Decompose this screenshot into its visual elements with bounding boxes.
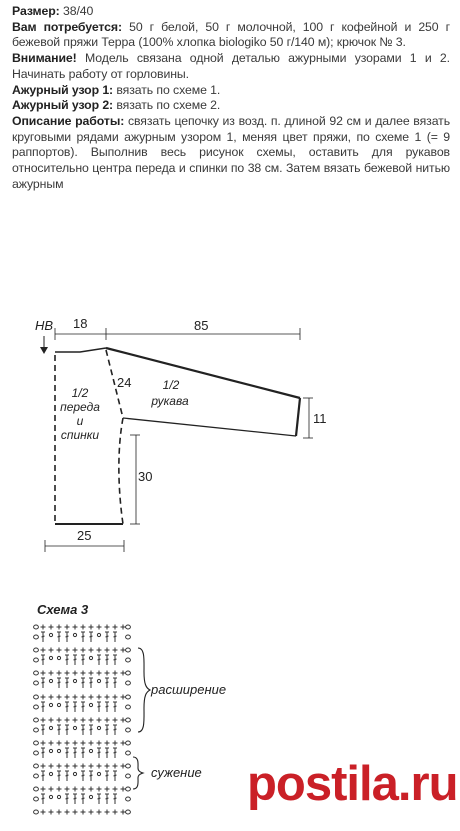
double-crochet-mark [66, 682, 69, 683]
double-crochet-mark [82, 682, 85, 683]
double-crochet-mark [106, 752, 109, 753]
size-value: 38/40 [63, 4, 94, 18]
chain-oval [126, 774, 131, 778]
cuff-dim-label: 11 [313, 411, 327, 426]
chain-dot [49, 703, 52, 706]
chain-oval [34, 681, 39, 685]
double-crochet-mark [74, 798, 77, 799]
chain-dot [89, 795, 92, 798]
chain-oval [34, 774, 39, 778]
chain-dot [73, 633, 76, 636]
body-label-4: спинки [60, 428, 100, 442]
double-crochet-mark [66, 798, 69, 799]
double-crochet-mark [90, 636, 93, 637]
chain-oval [34, 635, 39, 639]
materials-value: 50 г белой, 50 г молочной, 100 г кофейной и 250 г бежевой пряжи Терра (100% хлопка biologiko 50 г/140 м); крючок № 3. [12, 19, 450, 50]
chain-oval [126, 728, 131, 732]
description-label: Описание работы: [12, 113, 125, 128]
materials-label: Вам потребуется: [12, 19, 122, 34]
pattern2-label: Ажурный узор 2: [12, 98, 114, 113]
chain-dot [97, 679, 100, 682]
pattern2-value: вязать по схеме 2. [116, 98, 221, 113]
double-crochet-mark [114, 636, 117, 637]
chain-oval [34, 810, 39, 814]
chain-dot [57, 795, 60, 798]
double-crochet-mark [66, 752, 69, 753]
double-crochet-mark [106, 636, 109, 637]
chain-oval [34, 671, 39, 675]
sleeve-label-2: рукава [151, 394, 189, 408]
double-crochet-mark [114, 798, 117, 799]
body-label-2: переда [60, 400, 100, 414]
double-crochet-mark [58, 729, 61, 730]
double-crochet-mark [98, 706, 101, 707]
chain-dot [97, 633, 100, 636]
neck-dim-label: 18 [73, 316, 88, 331]
double-crochet-mark [66, 775, 69, 776]
double-crochet-mark [98, 798, 101, 799]
double-crochet-mark [114, 729, 117, 730]
nv-arrowhead [40, 347, 48, 354]
decrease-brace [133, 757, 143, 789]
side-dashed-curve [119, 418, 123, 524]
chain-dot [89, 703, 92, 706]
underarm-line [123, 418, 296, 436]
chain-dot [49, 656, 52, 659]
chain-oval [126, 625, 131, 629]
double-crochet-mark [98, 752, 101, 753]
chain-oval [126, 658, 131, 662]
chain-oval [126, 695, 131, 699]
double-crochet-mark [58, 636, 61, 637]
chain-oval [126, 705, 131, 709]
double-crochet-mark [106, 729, 109, 730]
watermark-dot: . [397, 757, 411, 811]
chain-oval [34, 751, 39, 755]
double-crochet-mark [74, 706, 77, 707]
double-crochet-mark [114, 775, 117, 776]
chain-dot [57, 749, 60, 752]
shoulder-line [106, 348, 300, 398]
watermark-text-a: postila [247, 757, 398, 811]
chain-dot [73, 679, 76, 682]
double-crochet-mark [114, 682, 117, 683]
double-crochet-mark [82, 798, 85, 799]
chain-oval [34, 625, 39, 629]
double-crochet-mark [82, 752, 85, 753]
chain-dot [97, 772, 100, 775]
chain-oval [34, 797, 39, 801]
cuff-line [296, 398, 300, 436]
chain-oval [34, 658, 39, 662]
chain-oval [34, 787, 39, 791]
chain-dot [49, 772, 52, 775]
double-crochet-mark [106, 775, 109, 776]
chain-oval [126, 764, 131, 768]
chain-oval [126, 797, 131, 801]
chain-oval [34, 728, 39, 732]
double-crochet-mark [98, 659, 101, 660]
description-value: связать цепочку из возд. п. длиной 92 см и далее вязать круговыми рядами ажурным узором 1, меняя цвет пряжи, по схеме 1 (= 9 раппортов). Выполнив весь рисунок схемы, оставить для рукавов относительно центра переда и спинки по 38 см. Затем вязать бежевой нитью ажурным [12, 113, 451, 191]
chain-oval [34, 764, 39, 768]
pattern1-value: вязать по схеме 1. [116, 82, 221, 97]
double-crochet-mark [42, 659, 45, 660]
bottom-dim-label: 25 [77, 528, 92, 543]
double-crochet-mark [42, 636, 45, 637]
postila-watermark [247, 757, 458, 811]
sleeve-label-1: 1/2 [162, 378, 180, 392]
double-crochet-mark [82, 775, 85, 776]
double-crochet-mark [90, 775, 93, 776]
double-crochet-mark [58, 682, 61, 683]
chain-dot [57, 656, 60, 659]
chain-dot [49, 679, 52, 682]
side-dim-label: 30 [138, 469, 153, 484]
chain-oval [126, 810, 131, 814]
double-crochet-mark [74, 659, 77, 660]
decrease-label: сужение [151, 765, 202, 780]
double-crochet-mark [66, 706, 69, 707]
chain-oval [34, 695, 39, 699]
chain-dot [49, 726, 52, 729]
chain-dot [49, 795, 52, 798]
chain-dot [89, 656, 92, 659]
chain-oval [34, 741, 39, 745]
double-crochet-mark [66, 636, 69, 637]
double-crochet-mark [42, 729, 45, 730]
double-crochet-mark [106, 706, 109, 707]
double-crochet-mark [66, 659, 69, 660]
double-crochet-mark [42, 706, 45, 707]
double-crochet-mark [114, 752, 117, 753]
size-label: Размер: [12, 4, 60, 18]
double-crochet-mark [114, 659, 117, 660]
nv-label: НВ [35, 318, 54, 333]
crochet-chart [34, 625, 131, 815]
body-label-3: и [76, 414, 84, 428]
double-crochet-mark [106, 798, 109, 799]
double-crochet-mark [82, 659, 85, 660]
body-label-1: 1/2 [71, 386, 89, 400]
watermark-text-b: ru [410, 757, 458, 811]
double-crochet-mark [42, 752, 45, 753]
double-crochet-mark [82, 636, 85, 637]
double-crochet-mark [42, 775, 45, 776]
double-crochet-mark [42, 798, 45, 799]
raglan-dim-label: 24 [117, 375, 132, 390]
chain-oval [126, 718, 131, 722]
chain-oval [126, 787, 131, 791]
chain-dot [73, 772, 76, 775]
chain-dot [97, 726, 100, 729]
double-crochet-mark [82, 729, 85, 730]
increase-brace [138, 648, 150, 732]
chain-oval [34, 718, 39, 722]
chain-oval [34, 705, 39, 709]
chain-oval [126, 648, 131, 652]
increase-label: расширение [151, 682, 227, 697]
chain-dot [49, 633, 52, 636]
chain-oval [126, 751, 131, 755]
chain-oval [126, 671, 131, 675]
double-crochet-mark [42, 682, 45, 683]
double-crochet-mark [82, 706, 85, 707]
scheme-title: Схема 3 [37, 602, 89, 617]
double-crochet-mark [90, 682, 93, 683]
chain-oval [126, 741, 131, 745]
chain-oval [126, 635, 131, 639]
pattern1-label: Ажурный узор 1: [12, 82, 114, 97]
double-crochet-mark [106, 659, 109, 660]
double-crochet-mark [106, 682, 109, 683]
attention-value: Модель связана одной деталью ажурными узорами 1 и 2. Начинать работу от горловины. [12, 51, 450, 81]
double-crochet-mark [66, 729, 69, 730]
double-crochet-mark [74, 752, 77, 753]
chain-dot [89, 749, 92, 752]
double-crochet-mark [90, 729, 93, 730]
chain-oval [126, 681, 131, 685]
double-crochet-mark [114, 706, 117, 707]
chain-dot [49, 749, 52, 752]
chain-oval [34, 648, 39, 652]
attention-label: Внимание! [12, 51, 77, 66]
chain-dot [57, 703, 60, 706]
neckline [55, 348, 106, 352]
double-crochet-mark [58, 775, 61, 776]
top-dim-label: 85 [194, 318, 209, 333]
chain-dot [73, 726, 76, 729]
